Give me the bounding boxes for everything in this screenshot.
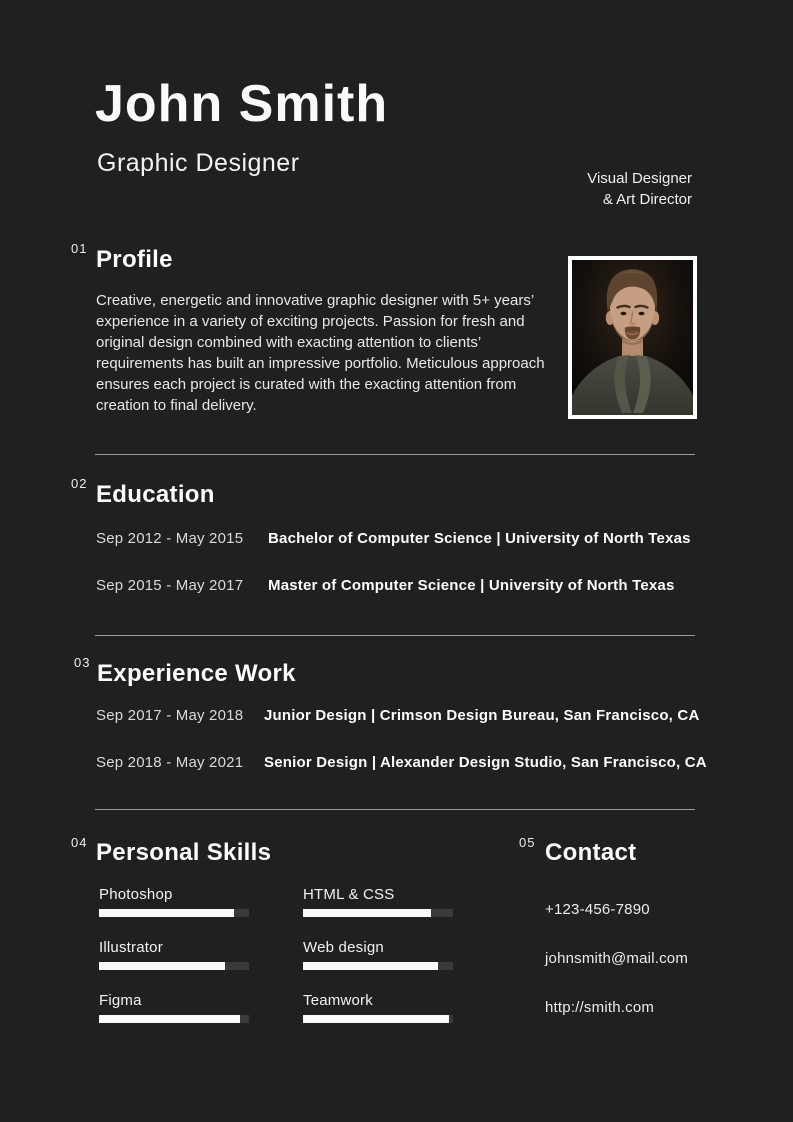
- skill-item: [99, 992, 249, 1023]
- skill-item: [99, 939, 249, 970]
- profile-photo-frame: [568, 256, 697, 419]
- row-date: Sep 2015 - May 2017: [96, 577, 244, 594]
- row-title: Master of Computer Science | University of North Texas: [268, 577, 675, 594]
- experience-row: [96, 707, 706, 724]
- skill-bar-track: [99, 962, 249, 970]
- skill-bar-track: [303, 962, 453, 970]
- skill-item: [303, 886, 453, 917]
- skill-label: Photoshop: [99, 886, 173, 903]
- education-row: [96, 577, 706, 594]
- skill-label: Web design: [303, 939, 384, 956]
- skill-item: [303, 939, 453, 970]
- education-section-title: Education: [96, 481, 215, 508]
- skill-item: [303, 992, 453, 1023]
- divider: [95, 809, 695, 810]
- skill-bar-fill: [303, 1015, 449, 1023]
- skills-section-number: 04: [71, 835, 88, 850]
- skill-bar-track: [303, 1015, 453, 1023]
- person-name: John Smith: [95, 75, 389, 133]
- experience-section-title: Experience Work: [97, 660, 296, 687]
- skill-bar-track: [303, 909, 453, 917]
- row-date: Sep 2018 - May 2021: [96, 754, 244, 771]
- row-date: Sep 2012 - May 2015: [96, 530, 244, 547]
- skills-grid: [99, 886, 453, 1023]
- row-title: Senior Design | Alexander Design Studio, San Francisco, CA: [264, 754, 707, 771]
- profile-section-number: 01: [71, 241, 88, 256]
- education-row: [96, 530, 706, 547]
- contact-section-number: 05: [519, 835, 536, 850]
- contact-section-title: Contact: [545, 839, 637, 866]
- skill-bar-fill: [303, 909, 431, 917]
- contact-phone: +123-456-7890: [545, 901, 650, 918]
- skill-label: Illustrator: [99, 939, 163, 956]
- experience-row: [96, 754, 706, 771]
- skill-bar-fill: [99, 909, 234, 917]
- skill-label: Figma: [99, 992, 142, 1009]
- row-date: Sep 2017 - May 2018: [96, 707, 244, 724]
- education-rows: [96, 530, 706, 624]
- skill-item: [99, 886, 249, 917]
- contact-email: johnsmith@mail.com: [545, 950, 689, 967]
- contact-website: http://smith.com: [545, 999, 655, 1016]
- header-tagline: [587, 168, 692, 210]
- skills-section-title: Personal Skills: [96, 839, 272, 866]
- profile-section-title: Profile: [96, 246, 173, 273]
- experience-section-number: 03: [74, 655, 91, 670]
- skill-label: Teamwork: [303, 992, 373, 1009]
- tagline-line-2: & Art Director: [602, 191, 692, 208]
- experience-rows: [96, 707, 706, 801]
- person-role: Graphic Designer: [97, 149, 300, 177]
- row-title: Junior Design | Crimson Design Bureau, San Francisco, CA: [264, 707, 700, 724]
- skill-label: HTML & CSS: [303, 886, 395, 903]
- contact-list: [545, 901, 688, 1048]
- skill-bar-fill: [99, 962, 225, 970]
- skill-bar-fill: [99, 1015, 240, 1023]
- skill-bar-track: [99, 909, 249, 917]
- skill-bar-fill: [303, 962, 438, 970]
- tagline-line-1: Visual Designer: [587, 170, 692, 187]
- divider: [95, 454, 695, 455]
- row-title: Bachelor of Computer Science | University of North Texas: [268, 530, 691, 547]
- skill-bar-track: [99, 1015, 249, 1023]
- divider: [95, 635, 695, 636]
- portrait-illustration: [572, 260, 693, 415]
- education-section-number: 02: [71, 476, 88, 491]
- profile-paragraph: Creative, energetic and innovative graphic designer with 5+ years’ experience in a variety of exciting projects. Passion for fresh and original design combined with exacting attention to clients’ requirements has built an impressive portfolio. Meticulous approach ensures each project is curated with the exacting attention from creation to final delivery.: [96, 292, 545, 414]
